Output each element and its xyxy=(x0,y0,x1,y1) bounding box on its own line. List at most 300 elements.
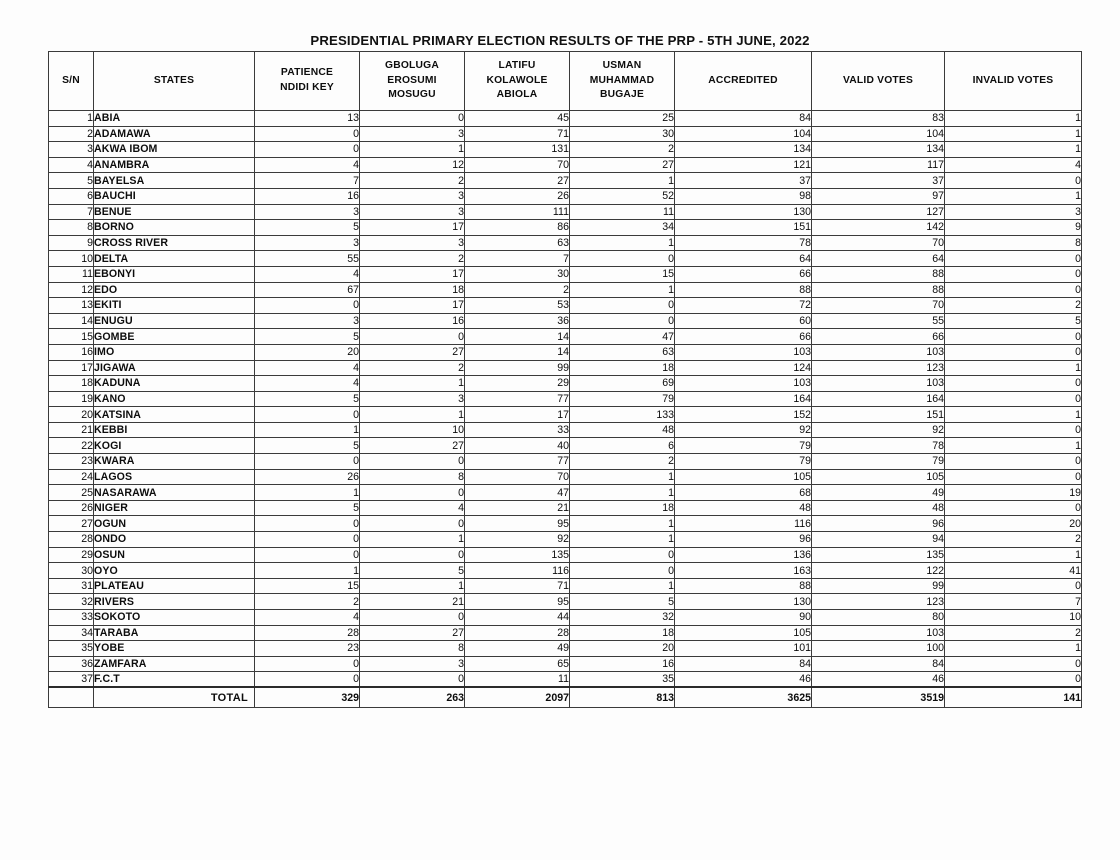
cell-candidate-1-votes: 1 xyxy=(255,563,360,579)
cell-invalid-votes: 0 xyxy=(945,329,1082,345)
cell-valid-votes: 97 xyxy=(812,188,945,204)
cell-candidate-3-votes: 11 xyxy=(465,672,570,688)
cell-invalid-votes: 1 xyxy=(945,641,1082,657)
cell-candidate-2-votes: 1 xyxy=(360,407,465,423)
cell-sn: 20 xyxy=(49,407,94,423)
cell-accredited: 84 xyxy=(675,656,812,672)
header-line: MUHAMMAD xyxy=(589,74,655,86)
cell-accredited: 90 xyxy=(675,610,812,626)
cell-candidate-3-votes: 63 xyxy=(465,235,570,251)
cell-invalid-votes: 0 xyxy=(945,344,1082,360)
cell-candidate-2-votes: 3 xyxy=(360,204,465,220)
table-row xyxy=(49,157,1082,173)
cell-candidate-2-votes: 2 xyxy=(360,173,465,189)
total-invalid-votes: 141 xyxy=(945,687,1082,708)
cell-sn: 24 xyxy=(49,469,94,485)
cell-candidate-4-votes: 18 xyxy=(570,500,675,516)
cell-candidate-1-votes: 55 xyxy=(255,251,360,267)
cell-state: LAGOS xyxy=(94,469,255,485)
cell-invalid-votes: 8 xyxy=(945,235,1082,251)
cell-state: KANO xyxy=(94,391,255,407)
cell-candidate-1-votes: 5 xyxy=(255,438,360,454)
table-row xyxy=(49,578,1082,594)
cell-valid-votes: 78 xyxy=(812,438,945,454)
cell-candidate-1-votes: 67 xyxy=(255,282,360,298)
cell-candidate-3-votes: 27 xyxy=(465,173,570,189)
cell-candidate-1-votes: 0 xyxy=(255,656,360,672)
cell-valid-votes: 64 xyxy=(812,251,945,267)
cell-invalid-votes: 2 xyxy=(945,532,1082,548)
table-header xyxy=(49,52,1082,111)
cell-invalid-votes: 0 xyxy=(945,454,1082,470)
cell-candidate-3-votes: 77 xyxy=(465,391,570,407)
cell-accredited: 60 xyxy=(675,313,812,329)
cell-valid-votes: 55 xyxy=(812,313,945,329)
cell-valid-votes: 123 xyxy=(812,360,945,376)
cell-state: RIVERS xyxy=(94,594,255,610)
table-row xyxy=(49,251,1082,267)
table-row xyxy=(49,500,1082,516)
cell-candidate-4-votes: 18 xyxy=(570,360,675,376)
cell-sn: 13 xyxy=(49,298,94,314)
table-row xyxy=(49,142,1082,158)
cell-state: JIGAWA xyxy=(94,360,255,376)
cell-candidate-4-votes: 5 xyxy=(570,594,675,610)
cell-sn: 6 xyxy=(49,188,94,204)
cell-accredited: 66 xyxy=(675,329,812,345)
table-row xyxy=(49,672,1082,688)
column-header-accredited: ACCREDITED xyxy=(675,52,812,111)
cell-candidate-1-votes: 26 xyxy=(255,469,360,485)
cell-candidate-3-votes: 47 xyxy=(465,485,570,501)
cell-accredited: 103 xyxy=(675,344,812,360)
cell-candidate-1-votes: 7 xyxy=(255,173,360,189)
column-header-valid-votes: VALID VOTES xyxy=(812,52,945,111)
column-header-candidate-latifu-kolawole-abiola xyxy=(465,52,570,111)
table-row xyxy=(49,516,1082,532)
table-row xyxy=(49,173,1082,189)
cell-invalid-votes: 5 xyxy=(945,313,1082,329)
cell-state: ANAMBRA xyxy=(94,157,255,173)
cell-candidate-4-votes: 6 xyxy=(570,438,675,454)
cell-candidate-1-votes: 0 xyxy=(255,532,360,548)
cell-candidate-1-votes: 16 xyxy=(255,188,360,204)
column-header-sn: S/N xyxy=(49,52,94,111)
cell-candidate-2-votes: 3 xyxy=(360,656,465,672)
cell-candidate-1-votes: 1 xyxy=(255,485,360,501)
table-row xyxy=(49,547,1082,563)
table-row xyxy=(49,532,1082,548)
cell-candidate-3-votes: 30 xyxy=(465,266,570,282)
cell-candidate-3-votes: 53 xyxy=(465,298,570,314)
cell-valid-votes: 117 xyxy=(812,157,945,173)
header-line: PATIENCE xyxy=(280,67,334,79)
cell-candidate-4-votes: 15 xyxy=(570,266,675,282)
cell-candidate-2-votes: 0 xyxy=(360,111,465,127)
cell-state: AKWA IBOM xyxy=(94,142,255,158)
cell-candidate-3-votes: 116 xyxy=(465,563,570,579)
cell-valid-votes: 80 xyxy=(812,610,945,626)
cell-candidate-3-votes: 70 xyxy=(465,157,570,173)
cell-candidate-4-votes: 47 xyxy=(570,329,675,345)
cell-candidate-2-votes: 16 xyxy=(360,313,465,329)
cell-state: ENUGU xyxy=(94,313,255,329)
cell-candidate-4-votes: 1 xyxy=(570,235,675,251)
cell-state: ZAMFARA xyxy=(94,656,255,672)
column-header-states: STATES xyxy=(94,52,255,111)
table-row xyxy=(49,329,1082,345)
cell-valid-votes: 99 xyxy=(812,578,945,594)
cell-sn: 11 xyxy=(49,266,94,282)
cell-candidate-1-votes: 1 xyxy=(255,422,360,438)
election-results-table xyxy=(48,51,1082,708)
cell-candidate-2-votes: 5 xyxy=(360,563,465,579)
cell-state: YOBE xyxy=(94,641,255,657)
cell-accredited: 66 xyxy=(675,266,812,282)
cell-valid-votes: 48 xyxy=(812,500,945,516)
cell-sn: 18 xyxy=(49,376,94,392)
cell-invalid-votes: 2 xyxy=(945,625,1082,641)
cell-invalid-votes: 20 xyxy=(945,516,1082,532)
cell-candidate-2-votes: 8 xyxy=(360,641,465,657)
cell-valid-votes: 70 xyxy=(812,298,945,314)
cell-candidate-1-votes: 4 xyxy=(255,266,360,282)
header-line: KOLAWOLE xyxy=(486,74,548,86)
cell-candidate-4-votes: 1 xyxy=(570,532,675,548)
cell-valid-votes: 66 xyxy=(812,329,945,345)
cell-sn: 33 xyxy=(49,610,94,626)
cell-sn: 32 xyxy=(49,594,94,610)
cell-valid-votes: 88 xyxy=(812,282,945,298)
table-row xyxy=(49,298,1082,314)
results-table-container xyxy=(48,51,1081,708)
cell-accredited: 78 xyxy=(675,235,812,251)
total-candidate-3-votes: 2097 xyxy=(465,687,570,708)
cell-sn: 21 xyxy=(49,422,94,438)
cell-valid-votes: 142 xyxy=(812,220,945,236)
cell-state: PLATEAU xyxy=(94,578,255,594)
cell-state: OGUN xyxy=(94,516,255,532)
cell-state: KOGI xyxy=(94,438,255,454)
cell-invalid-votes: 41 xyxy=(945,563,1082,579)
cell-state: ONDO xyxy=(94,532,255,548)
cell-valid-votes: 164 xyxy=(812,391,945,407)
cell-candidate-3-votes: 29 xyxy=(465,376,570,392)
column-header-candidate-patience-ndidi-key xyxy=(255,52,360,111)
cell-candidate-3-votes: 2 xyxy=(465,282,570,298)
cell-sn: 4 xyxy=(49,157,94,173)
cell-sn: 17 xyxy=(49,360,94,376)
table-row xyxy=(49,360,1082,376)
header-line: GBOLUGA xyxy=(384,60,440,72)
cell-state: BAUCHI xyxy=(94,188,255,204)
cell-invalid-votes: 0 xyxy=(945,422,1082,438)
table-body xyxy=(49,111,1082,708)
cell-candidate-1-votes: 15 xyxy=(255,578,360,594)
cell-candidate-2-votes: 27 xyxy=(360,344,465,360)
cell-accredited: 84 xyxy=(675,111,812,127)
column-header-invalid-votes: INVALID VOTES xyxy=(945,52,1082,111)
column-header-candidate-usman-muhammad-bugaje xyxy=(570,52,675,111)
cell-accredited: 116 xyxy=(675,516,812,532)
cell-invalid-votes: 1 xyxy=(945,547,1082,563)
cell-state: KEBBI xyxy=(94,422,255,438)
cell-sn-total xyxy=(49,687,94,708)
cell-valid-votes: 127 xyxy=(812,204,945,220)
header-line: LATIFU xyxy=(498,60,536,72)
cell-candidate-2-votes: 3 xyxy=(360,126,465,142)
table-row xyxy=(49,407,1082,423)
table-row xyxy=(49,641,1082,657)
cell-state: NASARAWA xyxy=(94,485,255,501)
cell-candidate-4-votes: 34 xyxy=(570,220,675,236)
cell-candidate-3-votes: 33 xyxy=(465,422,570,438)
cell-invalid-votes: 0 xyxy=(945,282,1082,298)
table-row xyxy=(49,204,1082,220)
cell-candidate-1-votes: 5 xyxy=(255,220,360,236)
cell-invalid-votes: 1 xyxy=(945,407,1082,423)
cell-candidate-2-votes: 0 xyxy=(360,329,465,345)
cell-candidate-2-votes: 17 xyxy=(360,298,465,314)
cell-invalid-votes: 1 xyxy=(945,360,1082,376)
cell-accredited: 164 xyxy=(675,391,812,407)
cell-invalid-votes: 1 xyxy=(945,188,1082,204)
cell-invalid-votes: 0 xyxy=(945,173,1082,189)
cell-accredited: 79 xyxy=(675,454,812,470)
cell-candidate-3-votes: 45 xyxy=(465,111,570,127)
cell-accredited: 124 xyxy=(675,360,812,376)
cell-invalid-votes: 0 xyxy=(945,469,1082,485)
table-row xyxy=(49,438,1082,454)
cell-accredited: 105 xyxy=(675,469,812,485)
cell-invalid-votes: 0 xyxy=(945,266,1082,282)
cell-candidate-1-votes: 0 xyxy=(255,547,360,563)
cell-valid-votes: 94 xyxy=(812,532,945,548)
cell-invalid-votes: 2 xyxy=(945,298,1082,314)
cell-candidate-4-votes: 48 xyxy=(570,422,675,438)
cell-candidate-4-votes: 2 xyxy=(570,142,675,158)
cell-sn: 31 xyxy=(49,578,94,594)
cell-accredited: 46 xyxy=(675,672,812,688)
cell-invalid-votes: 1 xyxy=(945,126,1082,142)
total-candidate-4-votes: 813 xyxy=(570,687,675,708)
cell-candidate-1-votes: 0 xyxy=(255,126,360,142)
cell-candidate-2-votes: 2 xyxy=(360,360,465,376)
cell-candidate-1-votes: 3 xyxy=(255,313,360,329)
cell-accredited: 88 xyxy=(675,578,812,594)
cell-candidate-4-votes: 133 xyxy=(570,407,675,423)
cell-candidate-1-votes: 4 xyxy=(255,376,360,392)
cell-candidate-4-votes: 32 xyxy=(570,610,675,626)
cell-accredited: 64 xyxy=(675,251,812,267)
table-row xyxy=(49,111,1082,127)
cell-sn: 22 xyxy=(49,438,94,454)
cell-invalid-votes: 0 xyxy=(945,251,1082,267)
cell-valid-votes: 46 xyxy=(812,672,945,688)
cell-accredited: 104 xyxy=(675,126,812,142)
cell-candidate-2-votes: 0 xyxy=(360,516,465,532)
page-title: PRESIDENTIAL PRIMARY ELECTION RESULTS OF THE PRP - 5TH JUNE, 2022 xyxy=(310,33,810,48)
table-row xyxy=(49,485,1082,501)
cell-accredited: 136 xyxy=(675,547,812,563)
cell-sn: 23 xyxy=(49,454,94,470)
cell-candidate-4-votes: 1 xyxy=(570,516,675,532)
cell-candidate-3-votes: 77 xyxy=(465,454,570,470)
cell-candidate-3-votes: 65 xyxy=(465,656,570,672)
cell-candidate-2-votes: 0 xyxy=(360,485,465,501)
cell-sn: 14 xyxy=(49,313,94,329)
cell-candidate-1-votes: 0 xyxy=(255,407,360,423)
cell-valid-votes: 105 xyxy=(812,469,945,485)
cell-accredited: 96 xyxy=(675,532,812,548)
cell-candidate-1-votes: 4 xyxy=(255,157,360,173)
cell-candidate-2-votes: 18 xyxy=(360,282,465,298)
cell-candidate-4-votes: 0 xyxy=(570,547,675,563)
cell-accredited: 48 xyxy=(675,500,812,516)
cell-candidate-4-votes: 63 xyxy=(570,344,675,360)
cell-candidate-3-votes: 36 xyxy=(465,313,570,329)
cell-candidate-2-votes: 8 xyxy=(360,469,465,485)
cell-candidate-2-votes: 2 xyxy=(360,251,465,267)
header-line: USMAN xyxy=(602,60,642,72)
cell-sn: 28 xyxy=(49,532,94,548)
cell-candidate-3-votes: 92 xyxy=(465,532,570,548)
cell-sn: 1 xyxy=(49,111,94,127)
cell-state: F.C.T xyxy=(94,672,255,688)
cell-candidate-4-votes: 30 xyxy=(570,126,675,142)
cell-sn: 8 xyxy=(49,220,94,236)
cell-valid-votes: 123 xyxy=(812,594,945,610)
cell-candidate-1-votes: 4 xyxy=(255,610,360,626)
cell-sn: 26 xyxy=(49,500,94,516)
cell-accredited: 121 xyxy=(675,157,812,173)
cell-state: OYO xyxy=(94,563,255,579)
cell-valid-votes: 100 xyxy=(812,641,945,657)
cell-candidate-4-votes: 79 xyxy=(570,391,675,407)
cell-accredited: 98 xyxy=(675,188,812,204)
header-line: ABIOLA xyxy=(496,89,538,101)
cell-candidate-1-votes: 23 xyxy=(255,641,360,657)
cell-state: OSUN xyxy=(94,547,255,563)
cell-invalid-votes: 9 xyxy=(945,220,1082,236)
total-valid-votes: 3519 xyxy=(812,687,945,708)
total-label: TOTAL xyxy=(94,687,255,708)
table-row xyxy=(49,469,1082,485)
cell-invalid-votes: 0 xyxy=(945,376,1082,392)
cell-sn: 7 xyxy=(49,204,94,220)
cell-candidate-1-votes: 3 xyxy=(255,235,360,251)
cell-sn: 15 xyxy=(49,329,94,345)
cell-state: EKITI xyxy=(94,298,255,314)
cell-candidate-2-votes: 3 xyxy=(360,235,465,251)
cell-candidate-2-votes: 17 xyxy=(360,220,465,236)
cell-candidate-3-votes: 49 xyxy=(465,641,570,657)
cell-state: NIGER xyxy=(94,500,255,516)
cell-valid-votes: 88 xyxy=(812,266,945,282)
cell-sn: 5 xyxy=(49,173,94,189)
cell-candidate-2-votes: 10 xyxy=(360,422,465,438)
cell-accredited: 101 xyxy=(675,641,812,657)
cell-candidate-3-votes: 21 xyxy=(465,500,570,516)
total-candidate-1-votes: 329 xyxy=(255,687,360,708)
cell-candidate-3-votes: 131 xyxy=(465,142,570,158)
cell-candidate-4-votes: 27 xyxy=(570,157,675,173)
cell-candidate-2-votes: 1 xyxy=(360,578,465,594)
table-total-row xyxy=(49,687,1082,708)
cell-invalid-votes: 10 xyxy=(945,610,1082,626)
cell-valid-votes: 135 xyxy=(812,547,945,563)
header-row xyxy=(49,52,1082,111)
cell-valid-votes: 103 xyxy=(812,376,945,392)
cell-accredited: 130 xyxy=(675,204,812,220)
cell-candidate-4-votes: 1 xyxy=(570,173,675,189)
cell-accredited: 103 xyxy=(675,376,812,392)
cell-invalid-votes: 3 xyxy=(945,204,1082,220)
cell-candidate-4-votes: 1 xyxy=(570,469,675,485)
cell-state: BENUE xyxy=(94,204,255,220)
cell-valid-votes: 79 xyxy=(812,454,945,470)
cell-candidate-3-votes: 14 xyxy=(465,329,570,345)
cell-candidate-3-votes: 28 xyxy=(465,625,570,641)
cell-candidate-4-votes: 11 xyxy=(570,204,675,220)
cell-invalid-votes: 0 xyxy=(945,656,1082,672)
cell-valid-votes: 49 xyxy=(812,485,945,501)
cell-accredited: 92 xyxy=(675,422,812,438)
cell-sn: 9 xyxy=(49,235,94,251)
cell-valid-votes: 96 xyxy=(812,516,945,532)
cell-state: DELTA xyxy=(94,251,255,267)
cell-sn: 10 xyxy=(49,251,94,267)
cell-candidate-3-votes: 44 xyxy=(465,610,570,626)
cell-accredited: 88 xyxy=(675,282,812,298)
cell-state: GOMBE xyxy=(94,329,255,345)
header-line: EROSUMI xyxy=(387,74,437,86)
cell-valid-votes: 134 xyxy=(812,142,945,158)
cell-invalid-votes: 0 xyxy=(945,672,1082,688)
table-row xyxy=(49,344,1082,360)
cell-accredited: 152 xyxy=(675,407,812,423)
cell-candidate-2-votes: 17 xyxy=(360,266,465,282)
cell-sn: 30 xyxy=(49,563,94,579)
cell-accredited: 72 xyxy=(675,298,812,314)
cell-sn: 2 xyxy=(49,126,94,142)
cell-candidate-3-votes: 26 xyxy=(465,188,570,204)
cell-invalid-votes: 19 xyxy=(945,485,1082,501)
cell-valid-votes: 151 xyxy=(812,407,945,423)
cell-candidate-4-votes: 1 xyxy=(570,282,675,298)
cell-sn: 35 xyxy=(49,641,94,657)
table-row xyxy=(49,235,1082,251)
cell-candidate-4-votes: 52 xyxy=(570,188,675,204)
cell-sn: 36 xyxy=(49,656,94,672)
cell-candidate-4-votes: 0 xyxy=(570,313,675,329)
table-row xyxy=(49,188,1082,204)
cell-candidate-1-votes: 2 xyxy=(255,594,360,610)
cell-candidate-2-votes: 0 xyxy=(360,547,465,563)
total-accredited: 3625 xyxy=(675,687,812,708)
cell-valid-votes: 122 xyxy=(812,563,945,579)
cell-sn: 37 xyxy=(49,672,94,688)
cell-state: CROSS RIVER xyxy=(94,235,255,251)
cell-state: ADAMAWA xyxy=(94,126,255,142)
cell-candidate-4-votes: 0 xyxy=(570,563,675,579)
table-row xyxy=(49,594,1082,610)
cell-state: KADUNA xyxy=(94,376,255,392)
cell-state: TARABA xyxy=(94,625,255,641)
cell-invalid-votes: 0 xyxy=(945,391,1082,407)
cell-valid-votes: 70 xyxy=(812,235,945,251)
cell-candidate-4-votes: 0 xyxy=(570,298,675,314)
